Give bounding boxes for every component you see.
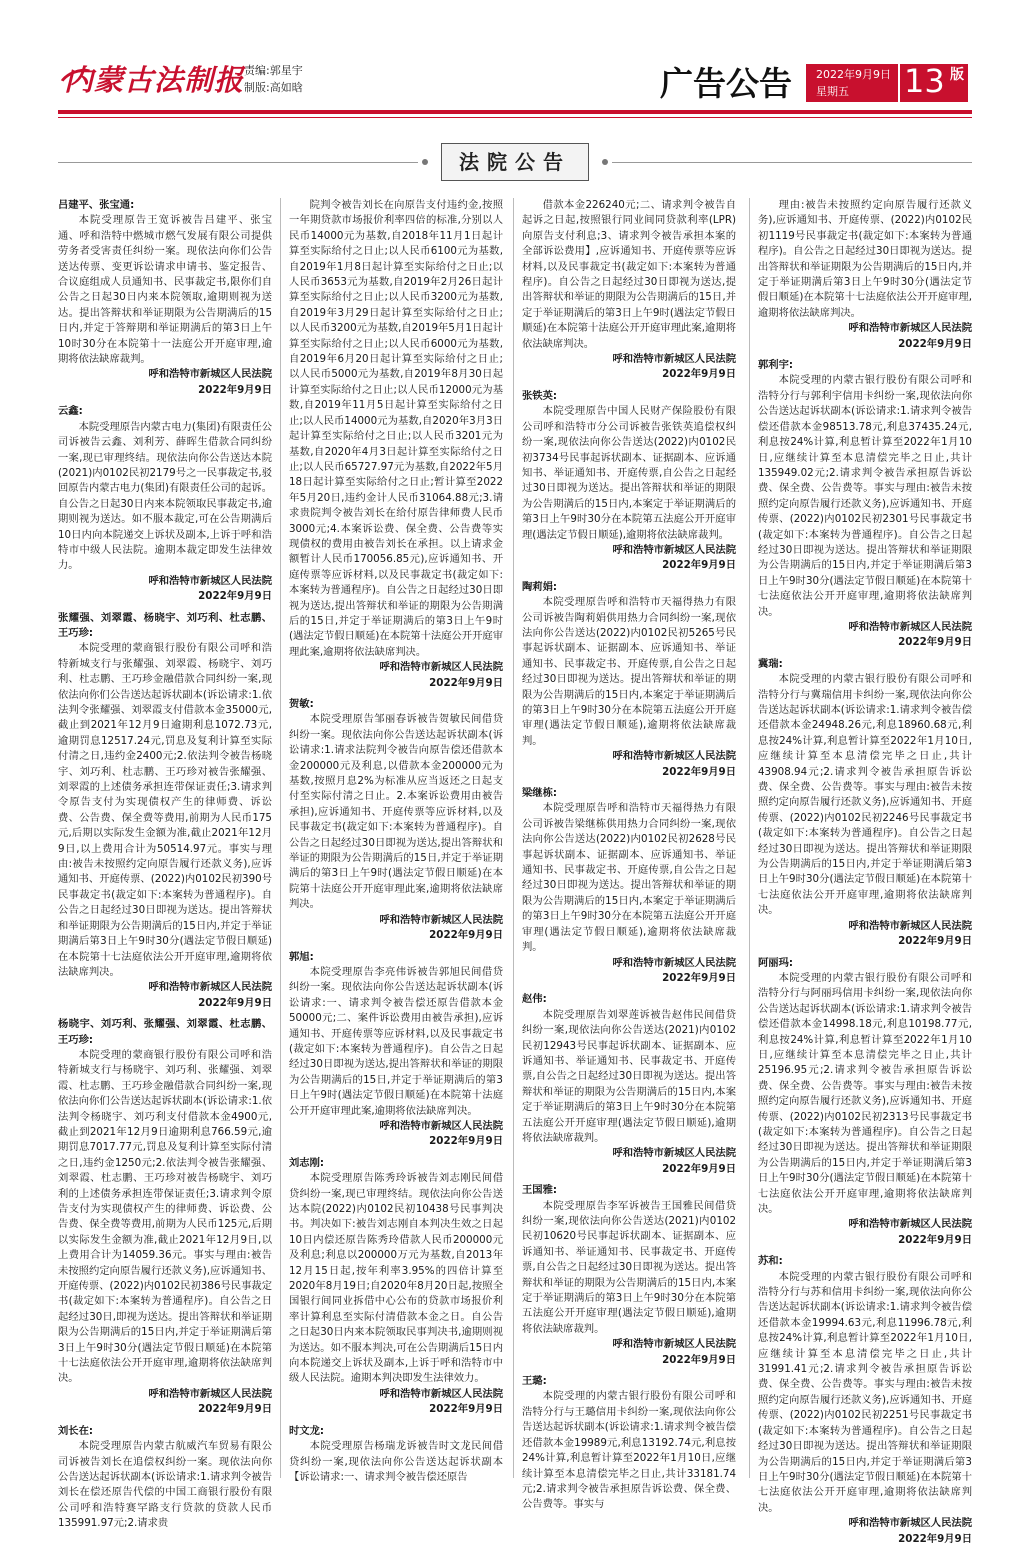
section-banner (58, 143, 972, 183)
notice-date: 2022年9月9日 (429, 929, 503, 942)
notice-court: 呼和浩特市新城区人民法院 (612, 750, 736, 763)
notice-date: 2022年9月9日 (662, 1162, 736, 1175)
notice-body: 借款本金226240元;二、请求判令被告自起诉之日起,按照银行同业间同贷款利率(LPR)向原告支付利息;3、请求判令被告承担本案的全部诉讼费用】,应诉通知书、开庭传票等应诉材料,以及民事裁定书(裁定如下:本案转为普通程序)。自公告之日起经过30日即视为送达,提出答辩状和举证的期限为公告期满后的15日,并定于举证期满后的第3日上午9时(遇法定节假日顺延)在本院第十法庭公开开庭审理此案,逾期将依法缺席判决。 (522, 199, 736, 350)
column-4 (758, 198, 972, 1545)
producer-line: 制版:高如晗 (244, 81, 303, 94)
notice-body: 本院受理原告内蒙古电力(集团)有限责任公司诉被告云鑫、刘利芳、薛晖生借款合同纠纷一案,现已审理终结。现依法向你公告送达本院(2021)内0102民初2179号之一民事裁定书,驳回原告内蒙古电力(集团)有限责任公司的起诉。自公告之日起30日内来本院领取民事裁定书,逾期则视为送达。如不服本裁定,可在公告期满后10日内向本院递交上诉状及副本,上诉于呼和浩特市中级人民法院。逾期本裁定即发生法律效力。 (58, 420, 272, 572)
court-notice (522, 580, 736, 780)
notice-date: 2022年9月9日 (662, 1353, 736, 1366)
notice-court: 呼和浩特市新城区人民法院 (379, 661, 503, 674)
notice-body: 本院受理的内蒙古银行股份有限公司呼和浩特分行与苏和信用卡纠纷一案,现依法向你公告送达起诉状副本(诉讼请求:1.请求判令被告偿还借款本金19994.63元,利息11996.78元,利息按24%计算,利息暂计算至2022年1月10日,应继续计算至本息清偿完毕之日止,共计31991.41元;2.请求判令被告承担原告诉讼费、保全费、公告费等。事实与理由:被告未按照约定向原告履行还款义务),应诉通知书、开庭传票、(2022)内0102民初2251号民事裁定书(裁定如下:本案转为普通程序)。自公告之日起经过30日即视为送达。提出答辩状和举证期限为公告期满后的15日内,并定于举证期满后第3日上午9时30分(遇法定节假日顺延)在本院第十七法庭依法公开开庭审理,逾期将依法缺席判决。 (758, 1270, 972, 1514)
banner-line-right (612, 162, 972, 163)
court-notice (289, 1424, 503, 1486)
notice-date: 2022年9月9日 (429, 1135, 503, 1148)
court-notice (522, 786, 736, 986)
notice-court: 呼和浩特市新城区人民法院 (612, 543, 736, 556)
column-2 (289, 198, 503, 1483)
notice-body: 本院受理原告陈秀玲诉被告刘志刚民间借贷纠纷一案,现已审理终结。现依法向你公告送达本院(2022)内0102民初10438号民事判决书。判决如下:被告刘志刚自本判决生效之日起10日内偿还原告陈秀玲借款人民币200000元及利息;利息以200000万元为基数,自2013年12月15日起,按年利率3.95%的四倍计算至2020年8月19日;自2020年8月20日起,按照全国银行间同业拆借中心公布的贷款市场报价利率计算利息至实际付清借款本金之日。自公告之日起30日内来本院领取民事判决书,逾期则视为送达。如不服本判决,可在公告期满后15日内向本院递交上诉状及副本,上诉于呼和浩特市中级人民法院。逾期本判决即发生法律效力。 (289, 1172, 503, 1385)
notice-body: 本院受理原告王宽诉被告吕建平、张宝通、呼和浩特中燃城市燃气发展有限公司提供劳务者受害责任纠纷一案。现依法向你们公告送达传票、变更诉讼请求申请书、鉴定报告、合议庭组成人员通知书、民事裁定书,限你们自公告之日起30日内来本院领取,逾期则视为送达。提出答辩状和举证期限为公告期满后的15日内,并定于答辩期和举证期满后的第3日上午10时30分在本院第十一法庭公开开庭审理,逾期将依法缺席裁判。 (58, 214, 272, 366)
notice-body: 本院受理原告李亮伟诉被告郭旭民间借贷纠纷一案。现依法向你公告送达起诉状副本(诉讼请求:一、请求判令被告偿还原告借款本金50000元;二、案件诉讼费用由被告承担),应诉通知书、开庭传票等应诉材料,以及民事裁定书(裁定如下:本案转为普通程序)。自公告之日起经过30日即视为送达,提出答辩状和举证的期限为公告期满后的15日,并定于举证期满后的第3日上午9时(遇法定节假日顺延)在本院第十法庭公开开庭审理此案,逾期将依法缺席判决。 (289, 965, 503, 1117)
notice-addressee: 阿丽玛: (758, 956, 794, 969)
notice-body: 本院受理原告呼和浩特市天福得热力有限公司诉被告陶莉娟供用热力合同纠纷一案,现依法向你公告送达(2022)内0102民初5265号民事起诉状副本、证据副本、应诉通知书、举证通知书、民事裁定书、开庭传票,自公告之日起经过30日即视为送达。提出答辩状和举证的期限为公告期满后的15日内,本案定于举证期满后的第3日上午9时30分在本院第五法庭公开开庭审理(遇法定节假日顺延),逾期将依法缺席裁判。 (522, 596, 736, 747)
notice-court: 呼和浩特市新城区人民法院 (379, 913, 503, 926)
date-box (806, 64, 898, 102)
court-notice (58, 198, 272, 398)
notice-court: 呼和浩特市新城区人民法院 (848, 1218, 972, 1231)
page-number: 13 (904, 62, 945, 100)
notice-court: 呼和浩特市新城区人民法院 (148, 574, 272, 587)
notice-addressee: 冀瑞: (758, 657, 783, 670)
notice-body: 本院受理原告李军诉被告王国雅民间借贷纠纷一案,现依法向你公告送达(2021)内0102民初10620号民事起诉状副本、证据副本、应诉通知书、举证通知书、民事裁定书、开庭传票,自公告之日起经过30日即视为送达。提出答辩状和举证的期限为公告期满后的15日内,本案定于举证期满后的第3日上午9时30分在本院第五法庭公开开庭审理(遇法定节假日顺延),逾期将依法缺席裁判。 (522, 1199, 736, 1335)
notice-date: 2022年9月9日 (198, 1403, 272, 1416)
page-label: 版 (950, 67, 964, 83)
court-notice (58, 611, 272, 1012)
notice-addressee: 梁继栋: (522, 787, 558, 800)
notice-body: 本院受理的蒙商银行股份有限公司呼和浩特新城支行与张耀强、刘翠霞、杨晓宇、刘巧利、杜志鹏、王巧珍金融借款合同纠纷一案,现依法向你们公告送达起诉状副本(诉讼请求:1.依法判令张耀强、刘翠霞支付借款本金35000元,截止到2021年12月9日逾期利息1072.73元,逾期罚息12517.24元,罚息及复利计算至实际付清之日,违约金2400元;2.依法判令被告杨晓宇、刘巧利、杜志鹏、王巧珍对被告张耀强、刘翠霞的上述债务承担连带保证责任;3.请求判令原告支付为实现债权产生的律师费、诉讼费、公告费、保全费等费用,前期为人民币175元,后期以实际发生金额为准,截止2021年12月9日,以上费用合计为50514.97元。事实与理由:被告未按照约定向原告履行还款义务),应诉通知书、开庭传票、(2022)内0102民初390号民事裁定书(裁定如下:本案转为普通程序)。自公告之日起经过30日即视为送达。提出答辩状和举证期限为公告期满后的15日内,并定于举证期满后第3日上午9时30分(遇法定节假日顺延)在本院第十七法庭依法公开开庭审理,逾期将依法缺席判决。 (58, 642, 272, 978)
notice-addressee: 赵伟: (522, 993, 547, 1006)
page-number-box (900, 64, 968, 102)
notice-court: 呼和浩特市新城区人民法院 (612, 1147, 736, 1160)
notice-body: 院判令被告刘长在向原告支付违约金,按照一年期贷款市场报价利率四倍的标准,分别以人民币14000元为基数,自2018年11月1日起计算至实际给付之日止;以人民币6100元为基数,自2019年1月8日起计算至实际给付之日止;以人民币3653元为基数,自2019年2月26日起计算至实际给付之日止;以人民币3200元为基数,自2019年3月29日起计算至实际给付之日止;以人民币3200元为基数,自2019年5月1日起计算至实际给付之日止;以人民币6000元为基数,自2019年6月20日起计算至实际给付之日止;以人民币5000元为基数,自2019年8月30日起计算至实际给付之日止;以人民币12000元为基数,自2019年11月5日起计算至实际给付之日止;以人民币14000元为基数,自2020年3月3日起计算至实际给付之日止;以人民币3201元为基数,自2020年4月3日起计算至实际给付之日止;以人民币65727.97元为基数,自2022年5月18日起计算至实际给付之日止;暂计算至2022年5月20日,违约金计人民币31064.88元;3.请求贵院判令被告刘长在给付原告律师费人民币3000元;4.本案诉讼费、保全费、公告费等实现债权的费用由被告刘长在承担。以上请求金额暂计人民币170056.85元),应诉通知书、开庭传票等应诉材料,以及民事裁定书(裁定如下:本案转为普通程序)。自公告之日起经过30日即视为送达,提出答辩状和举证的期限为公告期满后的15日,并定于举证期满后的第3日上午9时(遇法定节假日顺延)在本院第十法庭公开开庭审理此案,逾期将依法缺席判决。 (289, 199, 503, 658)
notice-date: 2022年9月9日 (662, 368, 736, 381)
notice-addressee: 贺敏: (289, 698, 314, 710)
column-3 (522, 198, 736, 1511)
notice-addressee: 杨晓宇、刘巧利、张耀强、刘翠霞、杜志鹏、王巧珍: (58, 1018, 272, 1046)
notice-court: 呼和浩特市新城区人民法院 (148, 368, 272, 381)
court-notice (522, 389, 736, 574)
notice-court: 呼和浩特市新城区人民法院 (848, 620, 972, 633)
notice-addressee: 张耀强、刘翠霞、杨晓宇、刘巧利、杜志鹏、王巧珍: (58, 611, 272, 639)
notice-addressee: 郭旭: (289, 950, 314, 963)
notice-body: 本院受理原告中国人民财产保险股份有限公司呼和浩特市分公司诉被告张铁英追偿权纠纷一案,现依法向你公告送达(2022)内0102民初3734号民事起诉状副本、证据副本、应诉通知书、举证通知书、开庭传票,自公告之日起经过30日即视为送达。提出答辩状和举证的期限为公告期满后的15日内,本案定于举证期满后的第3日上午9时30分在本院第五法庭公开开庭审理(遇法定节假日顺延),逾期将依法缺席裁判。 (522, 405, 736, 541)
notice-court: 呼和浩特市新城区人民法院 (848, 919, 972, 932)
notice-body: 本院受理原告呼和浩特市天福得热力有限公司诉被告梁继栋供用热力合同纠纷一案,现依法向你公告送达(2022)内0102民初2628号民事起诉状副本、证据副本、应诉通知书、举证通知书、民事裁定书、开庭传票,自公告之日起经过30日即视为送达。提出答辩状和举证的期限为公告期满后的15日内,本案定于举证期满后的第3日上午9时30分在本院第五法庭公开开庭审理(遇法定节假日顺延),逾期将依法缺席裁判。 (522, 802, 736, 954)
court-notice (289, 950, 503, 1150)
notice-court: 呼和浩特市新城区人民法院 (848, 322, 972, 335)
court-notice (522, 1374, 736, 1513)
notice-body: 本院受理的内蒙古银行股份有限公司呼和浩特分行与冀瑞信用卡纠纷一案,现依法向你公告送达起诉状副本(诉讼请求:1.请求判令被告偿还借款本金24948.26元,利息18960.68元,利息按24%计算,利息暂计算至2022年1月10日,应继续计算至本息清偿完毕之日止,共计43908.94元;2.请求判令被告承担原告诉讼费、保全费、公告费等。事实与理由:被告未按照约定向原告履行还款义务),应诉通知书、开庭传票、(2022)内0102民初2246号民事裁定书(裁定如下:本案转为普通程序)。自公告之日起经过30日即视为送达。提出答辩状和举证期限为公告期满后的15日内,并定于举证期满后第3日上午9时30分(遇法定节假日顺延)在本院第十七法庭依法公开开庭审理,逾期将依法缺席判决。 (758, 673, 972, 917)
notice-body: 本院受理原告内蒙古航威汽车贸易有限公司诉被告刘长在追偿权纠纷一案。现依法向你公告送达起诉状副本(诉讼请求:1.请求判令被告刘长在偿还原告代偿的中国工商银行股份有限公司呼和浩特赛罕路支行贷款的贷款人民币135991.97元;2.请求贵 (58, 1440, 272, 1530)
notice-date: 2022年9月9日 (898, 1233, 972, 1246)
notice-addressee: 王璐: (522, 1375, 547, 1388)
notice-body: 理由:被告未按照约定向原告履行还款义务),应诉通知书、开庭传票、(2022)内0102民初1119号民事裁定书(裁定如下:本案转为普通程序)。自公告之日起经过30日即视为送达。提出答辩状和举证期限为公告期满后的15日内,并定于举证期满后第3日上午9时30分(遇法定节假日顺延)在本院第十七法庭依法公开开庭审理,逾期将依法缺席判决。 (758, 199, 972, 319)
notice-date: 2022年9月9日 (898, 337, 972, 350)
banner-line-left (58, 162, 418, 163)
editor-line: 责编:郭星宇 (244, 64, 303, 77)
banner-title: 法院公告 (441, 143, 589, 181)
notice-addressee: 吕建平、张宝通: (58, 199, 135, 211)
notice-body: 本院受理的蒙商银行股份有限公司呼和浩特新城支行与杨晓宇、刘巧利、张耀强、刘翠霞、杜志鹏、王巧珍金融借款合同纠纷一案,现依法向你们公告送达起诉状副本(诉讼请求:1.依法判令杨晓宇、刘巧利支付借款本金4900元,截止到2021年12月9日逾期利息766.59元,逾期罚息7017.77元,罚息及复利计算至实际付清之日,违约金1250元;2.依法判令被告张耀强、刘翠霞、杜志鹏、王巧珍对被告杨晓宇、刘巧利的上述债务承担连带保证责任;3.请求判令原告支付为实现债权产生的律师费、诉讼费、公告费、保全费等费用,前期为人民币125元,后期以实际发生金额为准,截止2021年12月9日,以上费用合计为14059.36元。事实与理由:被告未按照约定向原告履行还款义务),应诉通知书、开庭传票、(2022)内0102民初386号民事裁定书(裁定如下:本案转为普通程序)。自公告之日起经过30日,即视为送达。提出答辩状和举证期限为公告期满后的15日内,并定于举证期满后第3日上午9时30分(遇法定节假日顺延)在本院第十七法庭依法公开开庭审理,逾期将依法缺席判决。 (58, 1048, 272, 1385)
notice-court: 呼和浩特市新城区人民法院 (148, 1387, 272, 1400)
notice-addressee: 张铁英: (522, 389, 558, 402)
newspaper-logo: 内蒙古法制报 (64, 63, 245, 97)
notice-court: 呼和浩特市新城区人民法院 (612, 1338, 736, 1351)
court-notice (758, 1254, 972, 1547)
notice-body: 本院受理的内蒙古银行股份有限公司呼和浩特分行与王璐信用卡纠纷一案,现依法向你公告送达起诉状副本(诉讼请求:1.请求判令被告偿还借款本金19989元,利息13192.74元,利息按24%计算,利息暂计算至2022年1月10日,应继续计算至本息清偿完毕之日止,共计33181.74元;2.请求判令被告承担原告诉讼费、保全费、公告费等。事实与 (522, 1390, 736, 1511)
court-notice (758, 358, 972, 651)
masthead (0, 0, 1024, 125)
notice-addressee: 郭利宇: (758, 359, 794, 372)
notice-court: 呼和浩特市新城区人民法院 (848, 1517, 972, 1530)
banner-dot-icon (602, 159, 608, 165)
notice-body: 本院受理的内蒙古银行股份有限公司呼和浩特分行与阿丽玛信用卡纠纷一案,现依法向你公告送达起诉状副本(诉讼请求:1.请求判令被告偿还借款本金14998.18元,利息10198.77元,利息按24%计算,利息暂计算至2022年1月10日,应继续计算至本息清偿完毕之日止,共计25196.95元;2.请求判令被告承担原告诉讼费、保全费、公告费等。事实与理由:被告未按照约定向原告履行还款义务),应诉通知书、开庭传票、(2022)内0102民初2313号民事裁定书(裁定如下:本案转为普通程序)。自公告之日起经过30日即视为送达。提出答辩状和举证期限为公告期满后的15日内,并定于举证期满后第3日上午9时30分(遇法定节假日顺延)在本院第十七法庭依法公开开庭审理,逾期将依法缺席判决。 (758, 971, 972, 1215)
notice-date: 2022年9月9日 (662, 765, 736, 778)
section-title: 广告公告 (660, 64, 792, 103)
notice-date: 2022年9月9日 (429, 676, 503, 689)
notice-date: 2022年9月9日 (662, 559, 736, 572)
notice-addressee: 刘志刚: (289, 1156, 325, 1169)
court-notice (522, 1183, 736, 1368)
column-divider (749, 198, 750, 1478)
notice-body: 本院受理的内蒙古银行股份有限公司呼和浩特分行与郭利宇信用卡纠纷一案,现依法向你公告送达起诉状副本(诉讼请求:1.请求判令被告偿还借款本金98513.78元,利息37435.24元,利息按24%计算,利息暂计算至2022年1月10日,应继续计算至本息清偿完毕之日止,共计135949.02元;2.请求判令被告承担原告诉讼费、保全费、公告费等。事实与理由:被告未按照约定向原告履行还款义务),应诉通知书、开庭传票、(2022)内0102民初2301号民事裁定书(裁定如下:本案转为普通程序)。自公告之日起经过30日即视为送达。提出答辩状和举证期限为公告期满后的15日内,并定于举证期满后第3日上午9时30分(遇法定节假日顺延)在本院第十七法庭依法公开开庭审理,逾期将依法缺席判决。 (758, 374, 972, 618)
court-notice (58, 1017, 272, 1418)
credits (244, 62, 303, 96)
notice-court: 呼和浩特市新城区人民法院 (612, 353, 736, 366)
notice-court: 呼和浩特市新城区人民法院 (379, 1387, 503, 1400)
header-rule-thin (58, 117, 972, 118)
court-notice (522, 992, 736, 1177)
header-rule (58, 110, 972, 114)
notice-body: 本院受理原告杨瑞龙诉被告时文龙民间借贷纠纷一案,现依法向你公告送达起诉状副本【诉讼请求:一、请求判令被告偿还原告 (289, 1440, 503, 1483)
notice-body: 本院受理原告邹丽春诉被告贺敏民间借贷纠纷一案。现依法向你公告送达起诉状副本(诉讼请求:1.请求法院判令被告向原告偿还借款本金200000元及利息,以借款本金200000元为基数,按照月息2%为标准从应当返还之日起支付至实际付清之日止。2.本案诉讼费用由被告承担),应诉通知书、开庭传票等应诉材料,以及民事裁定书(裁定如下:本案转为普通程序)。自公告之日起经过30日即视为送达,提出答辩状和举证的期限为公告期满后的15日,并定于举证期满后的第3日上午9时(遇法定节假日顺延)在本院第十法庭公开开庭审理此案,逾期将依法缺席判决。 (289, 713, 503, 911)
column-1 (58, 198, 272, 1530)
notice-addressee: 刘长在: (58, 1424, 94, 1437)
issue-weekday: 星期五 (816, 85, 849, 98)
notice-body: 本院受理原告刘翠莲诉被告赵伟民间借贷纠纷一案,现依法向你公告送达(2021)内0102民初12943号民事起诉状副本、证据副本、应诉通知书、举证通知书、民事裁定书、开庭传票,自公告之日起经过30日即视为送达。提出答辩状和举证的期限为公告期满后的15日内,本案定于举证期满后的第3日上午9时30分在本院第五法庭公开开庭审理(遇法定节假日顺延),逾期将依法缺席裁判。 (522, 1008, 736, 1144)
notice-date: 2022年9月9日 (198, 996, 272, 1009)
court-notice (58, 1424, 272, 1532)
notice-date: 2022年9月9日 (662, 971, 736, 984)
issue-date: 2022年9月9日 (816, 68, 891, 81)
notice-addressee: 苏和: (758, 1255, 783, 1268)
court-notice (758, 956, 972, 1249)
court-notice (58, 404, 272, 604)
notice-addressee: 时文龙: (289, 1424, 325, 1437)
court-notice (758, 198, 972, 352)
notice-court: 呼和浩特市新城区人民法院 (148, 981, 272, 994)
notice-addressee: 云鑫: (58, 405, 83, 418)
column-divider (513, 198, 514, 1478)
notice-date: 2022年9月9日 (198, 383, 272, 396)
court-notice (289, 1156, 503, 1418)
banner-dot-icon (422, 159, 428, 165)
notice-addressee: 陶莉娟: (522, 580, 558, 593)
court-notice (758, 657, 972, 950)
court-notice (522, 198, 736, 383)
notice-date: 2022年9月9日 (898, 935, 972, 948)
notice-date: 2022年9月9日 (898, 636, 972, 649)
notice-court: 呼和浩特市新城区人民法院 (612, 956, 736, 969)
notice-court: 呼和浩特市新城区人民法院 (379, 1119, 503, 1132)
notice-addressee: 王国雅: (522, 1184, 558, 1197)
column-divider (280, 198, 281, 1478)
court-notice (289, 198, 503, 691)
notice-date: 2022年9月9日 (898, 1532, 972, 1545)
notice-date: 2022年9月9日 (198, 590, 272, 603)
notice-date: 2022年9月9日 (429, 1403, 503, 1416)
court-notice (289, 697, 503, 944)
